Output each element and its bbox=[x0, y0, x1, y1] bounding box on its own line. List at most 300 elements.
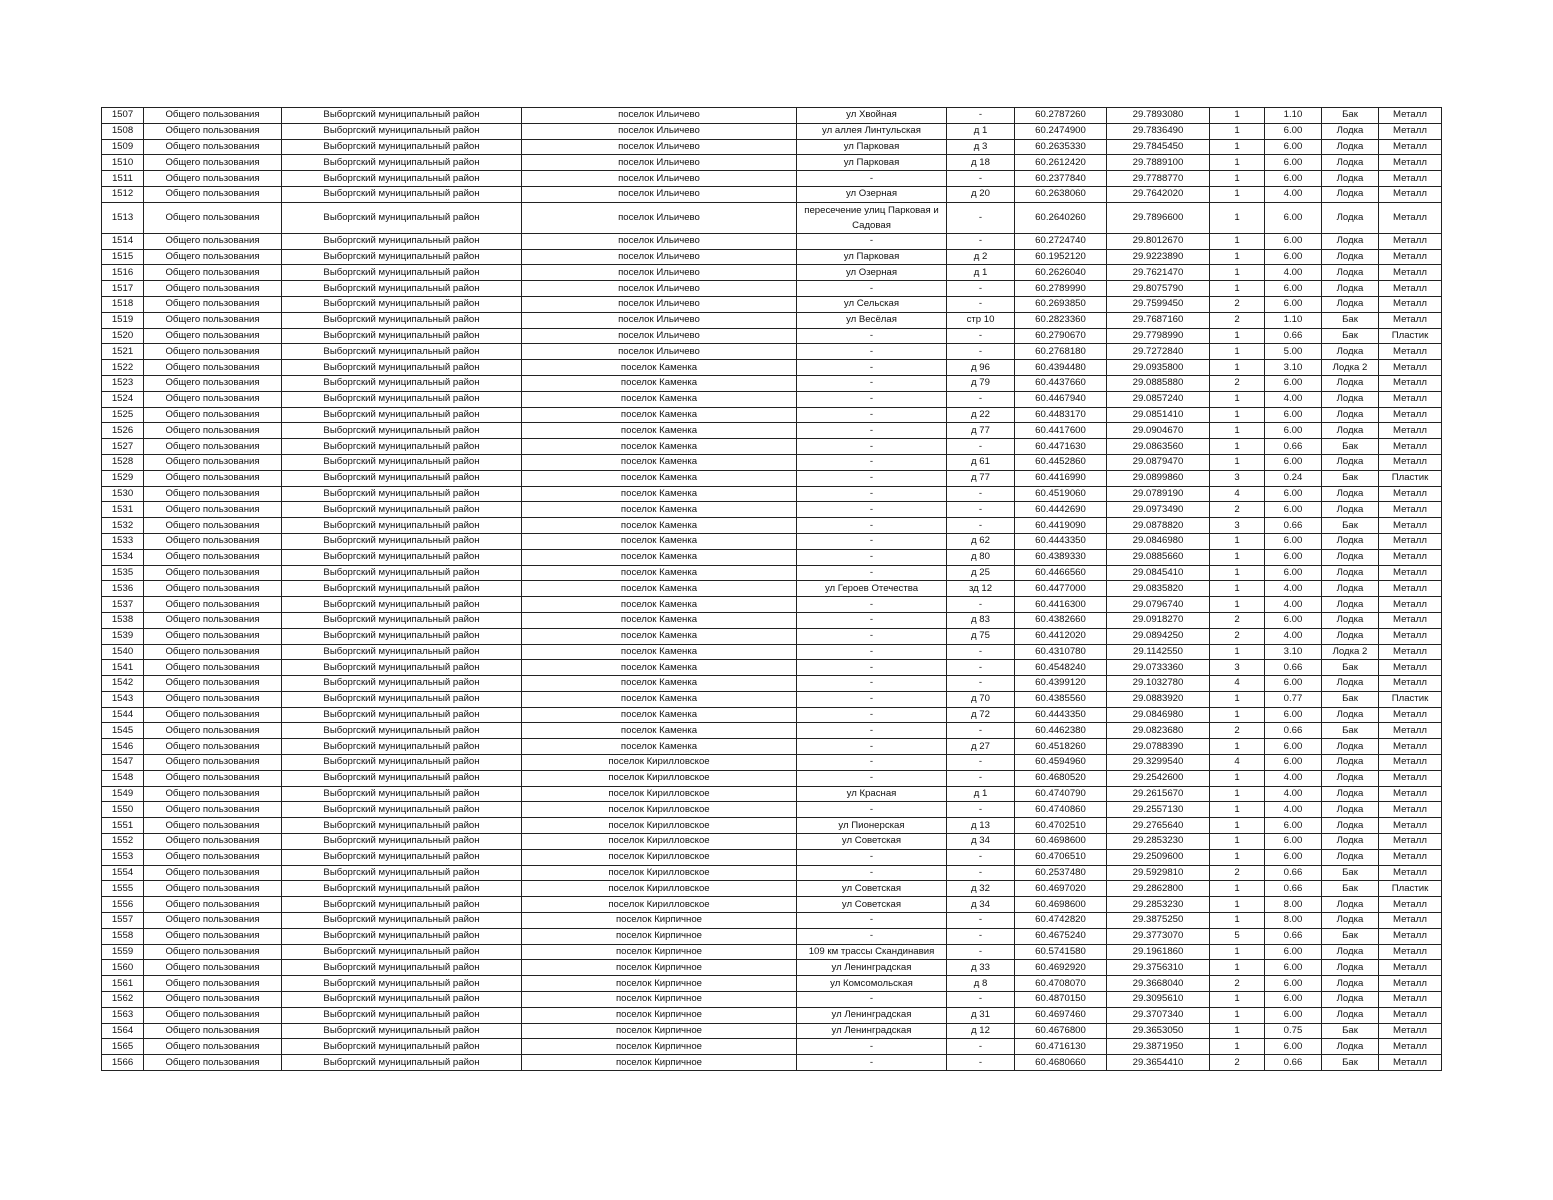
cell-street: - bbox=[797, 1039, 947, 1055]
cell-district: Выборгский муниципальный район bbox=[282, 1007, 522, 1023]
cell-volume: 4.00 bbox=[1265, 581, 1322, 597]
data-table bbox=[101, 107, 1442, 1071]
cell-count: 2 bbox=[1210, 612, 1265, 628]
cell-settlement: поселок Каменка bbox=[522, 612, 797, 628]
cell-container-type: Бак bbox=[1322, 470, 1379, 486]
cell-district: Выборгский муниципальный район bbox=[282, 739, 522, 755]
cell-longitude: 29.7687160 bbox=[1107, 312, 1210, 328]
cell-volume: 6.00 bbox=[1265, 139, 1322, 155]
cell-volume: 0.66 bbox=[1265, 328, 1322, 344]
cell-latitude: 60.2724740 bbox=[1015, 233, 1107, 249]
cell-number: 1515 bbox=[102, 249, 144, 265]
cell-number: 1545 bbox=[102, 723, 144, 739]
cell-volume: 4.00 bbox=[1265, 786, 1322, 802]
cell-street: - bbox=[797, 723, 947, 739]
table-row bbox=[102, 375, 1442, 391]
cell-street: - bbox=[797, 549, 947, 565]
cell-count: 3 bbox=[1210, 660, 1265, 676]
cell-latitude: 60.2474900 bbox=[1015, 123, 1107, 139]
cell-usage: Общего пользования bbox=[144, 360, 282, 376]
cell-settlement: поселок Каменка bbox=[522, 391, 797, 407]
cell-settlement: поселок Каменка bbox=[522, 628, 797, 644]
cell-district: Выборгский муниципальный район bbox=[282, 881, 522, 897]
cell-container-type: Лодка bbox=[1322, 186, 1379, 202]
cell-material: Металл bbox=[1379, 676, 1442, 692]
cell-container-type: Лодка bbox=[1322, 786, 1379, 802]
cell-usage: Общего пользования bbox=[144, 897, 282, 913]
cell-volume: 8.00 bbox=[1265, 913, 1322, 929]
cell-street: - bbox=[797, 707, 947, 723]
cell-number: 1507 bbox=[102, 108, 144, 124]
cell-number: 1535 bbox=[102, 565, 144, 581]
cell-count: 5 bbox=[1210, 928, 1265, 944]
cell-number: 1550 bbox=[102, 802, 144, 818]
cell-settlement: поселок Ильичево bbox=[522, 108, 797, 124]
cell-volume: 6.00 bbox=[1265, 533, 1322, 549]
cell-settlement: поселок Каменка bbox=[522, 644, 797, 660]
cell-longitude: 29.0904670 bbox=[1107, 423, 1210, 439]
cell-count: 3 bbox=[1210, 470, 1265, 486]
cell-usage: Общего пользования bbox=[144, 865, 282, 881]
cell-container-type: Лодка bbox=[1322, 533, 1379, 549]
cell-house: д 1 bbox=[947, 123, 1015, 139]
cell-usage: Общего пользования bbox=[144, 628, 282, 644]
table-row bbox=[102, 123, 1442, 139]
cell-container-type: Лодка bbox=[1322, 944, 1379, 960]
cell-container-type: Бак bbox=[1322, 1023, 1379, 1039]
cell-street: - bbox=[797, 865, 947, 881]
cell-count: 2 bbox=[1210, 375, 1265, 391]
cell-settlement: поселок Каменка bbox=[522, 533, 797, 549]
cell-street: ул Ленинградская bbox=[797, 960, 947, 976]
cell-street: - bbox=[797, 344, 947, 360]
cell-latitude: 60.2638060 bbox=[1015, 186, 1107, 202]
cell-settlement: поселок Каменка bbox=[522, 549, 797, 565]
cell-latitude: 60.4443350 bbox=[1015, 707, 1107, 723]
cell-street: - bbox=[797, 423, 947, 439]
cell-volume: 0.66 bbox=[1265, 660, 1322, 676]
cell-latitude: 60.4870150 bbox=[1015, 992, 1107, 1008]
cell-volume: 3.10 bbox=[1265, 360, 1322, 376]
cell-longitude: 29.0885880 bbox=[1107, 375, 1210, 391]
cell-container-type: Лодка bbox=[1322, 913, 1379, 929]
cell-number: 1543 bbox=[102, 691, 144, 707]
cell-house: д 8 bbox=[947, 976, 1015, 992]
cell-volume: 6.00 bbox=[1265, 992, 1322, 1008]
cell-usage: Общего пользования bbox=[144, 644, 282, 660]
cell-settlement: поселок Кирпичное bbox=[522, 913, 797, 929]
cell-container-type: Бак bbox=[1322, 928, 1379, 944]
cell-latitude: 60.4437660 bbox=[1015, 375, 1107, 391]
cell-count: 1 bbox=[1210, 281, 1265, 297]
cell-volume: 0.66 bbox=[1265, 723, 1322, 739]
cell-longitude: 29.7599450 bbox=[1107, 296, 1210, 312]
cell-number: 1538 bbox=[102, 612, 144, 628]
cell-usage: Общего пользования bbox=[144, 928, 282, 944]
cell-settlement: поселок Ильичево bbox=[522, 344, 797, 360]
cell-street: - bbox=[797, 992, 947, 1008]
cell-count: 1 bbox=[1210, 391, 1265, 407]
cell-number: 1533 bbox=[102, 533, 144, 549]
cell-district: Выборгский муниципальный район bbox=[282, 518, 522, 534]
cell-usage: Общего пользования bbox=[144, 723, 282, 739]
cell-district: Выборгский муниципальный район bbox=[282, 865, 522, 881]
cell-volume: 1.10 bbox=[1265, 108, 1322, 124]
cell-count: 1 bbox=[1210, 454, 1265, 470]
cell-street: - bbox=[797, 454, 947, 470]
cell-number: 1537 bbox=[102, 597, 144, 613]
cell-street: ул Советская bbox=[797, 834, 947, 850]
cell-material: Пластик bbox=[1379, 328, 1442, 344]
cell-count: 1 bbox=[1210, 597, 1265, 613]
cell-number: 1511 bbox=[102, 171, 144, 187]
cell-house: д 62 bbox=[947, 533, 1015, 549]
cell-material: Металл bbox=[1379, 123, 1442, 139]
cell-settlement: поселок Каменка bbox=[522, 565, 797, 581]
cell-usage: Общего пользования bbox=[144, 849, 282, 865]
cell-volume: 8.00 bbox=[1265, 897, 1322, 913]
cell-house: - bbox=[947, 202, 1015, 233]
cell-settlement: поселок Кирпичное bbox=[522, 992, 797, 1008]
cell-longitude: 29.0788390 bbox=[1107, 739, 1210, 755]
cell-street: ул Озерная bbox=[797, 186, 947, 202]
table-row bbox=[102, 944, 1442, 960]
table-row bbox=[102, 612, 1442, 628]
cell-settlement: поселок Ильичево bbox=[522, 328, 797, 344]
cell-volume: 0.66 bbox=[1265, 1055, 1322, 1071]
cell-district: Выборгский муниципальный район bbox=[282, 976, 522, 992]
cell-street: - bbox=[797, 439, 947, 455]
cell-house: д 22 bbox=[947, 407, 1015, 423]
cell-container-type: Лодка bbox=[1322, 123, 1379, 139]
cell-settlement: поселок Каменка bbox=[522, 407, 797, 423]
cell-street: - bbox=[797, 281, 947, 297]
cell-district: Выборгский муниципальный район bbox=[282, 328, 522, 344]
cell-usage: Общего пользования bbox=[144, 155, 282, 171]
table-row bbox=[102, 108, 1442, 124]
cell-house: д 77 bbox=[947, 423, 1015, 439]
cell-material: Металл bbox=[1379, 265, 1442, 281]
cell-container-type: Бак bbox=[1322, 328, 1379, 344]
cell-longitude: 29.3095610 bbox=[1107, 992, 1210, 1008]
cell-longitude: 29.3773070 bbox=[1107, 928, 1210, 944]
cell-latitude: 60.4467940 bbox=[1015, 391, 1107, 407]
cell-latitude: 60.4740860 bbox=[1015, 802, 1107, 818]
cell-settlement: поселок Каменка bbox=[522, 518, 797, 534]
cell-volume: 4.00 bbox=[1265, 597, 1322, 613]
cell-street: - bbox=[797, 612, 947, 628]
cell-count: 2 bbox=[1210, 976, 1265, 992]
cell-longitude: 29.0846980 bbox=[1107, 707, 1210, 723]
cell-material: Металл bbox=[1379, 549, 1442, 565]
cell-district: Выборгский муниципальный район bbox=[282, 108, 522, 124]
cell-usage: Общего пользования bbox=[144, 770, 282, 786]
cell-latitude: 60.2537480 bbox=[1015, 865, 1107, 881]
cell-latitude: 60.2823360 bbox=[1015, 312, 1107, 328]
cell-volume: 5.00 bbox=[1265, 344, 1322, 360]
cell-latitude: 60.4697020 bbox=[1015, 881, 1107, 897]
table-row bbox=[102, 865, 1442, 881]
cell-container-type: Лодка bbox=[1322, 739, 1379, 755]
cell-latitude: 60.2790670 bbox=[1015, 328, 1107, 344]
table-row bbox=[102, 171, 1442, 187]
cell-house: - bbox=[947, 597, 1015, 613]
cell-street: - bbox=[797, 928, 947, 944]
cell-street: - bbox=[797, 770, 947, 786]
cell-material: Металл bbox=[1379, 1039, 1442, 1055]
cell-settlement: поселок Кирилловское bbox=[522, 865, 797, 881]
cell-material: Металл bbox=[1379, 1023, 1442, 1039]
cell-house: д 25 bbox=[947, 565, 1015, 581]
cell-street: - bbox=[797, 328, 947, 344]
cell-house: д 79 bbox=[947, 375, 1015, 391]
cell-house: д 1 bbox=[947, 265, 1015, 281]
cell-count: 1 bbox=[1210, 818, 1265, 834]
cell-latitude: 60.2693850 bbox=[1015, 296, 1107, 312]
cell-house: - bbox=[947, 1055, 1015, 1071]
cell-material: Металл bbox=[1379, 802, 1442, 818]
cell-number: 1517 bbox=[102, 281, 144, 297]
cell-container-type: Лодка bbox=[1322, 755, 1379, 771]
cell-material: Металл bbox=[1379, 628, 1442, 644]
cell-container-type: Лодка bbox=[1322, 344, 1379, 360]
cell-usage: Общего пользования bbox=[144, 1023, 282, 1039]
cell-container-type: Лодка bbox=[1322, 849, 1379, 865]
cell-street: - bbox=[797, 470, 947, 486]
cell-count: 1 bbox=[1210, 423, 1265, 439]
cell-longitude: 29.0733360 bbox=[1107, 660, 1210, 676]
cell-street: - bbox=[797, 849, 947, 865]
cell-usage: Общего пользования bbox=[144, 802, 282, 818]
cell-count: 1 bbox=[1210, 770, 1265, 786]
cell-material: Металл bbox=[1379, 960, 1442, 976]
cell-house: - bbox=[947, 865, 1015, 881]
cell-district: Выборгский муниципальный район bbox=[282, 1023, 522, 1039]
cell-latitude: 60.4483170 bbox=[1015, 407, 1107, 423]
cell-count: 1 bbox=[1210, 1007, 1265, 1023]
cell-latitude: 60.4466560 bbox=[1015, 565, 1107, 581]
cell-latitude: 60.5741580 bbox=[1015, 944, 1107, 960]
cell-house: - bbox=[947, 802, 1015, 818]
cell-material: Металл bbox=[1379, 407, 1442, 423]
cell-street: - bbox=[797, 565, 947, 581]
cell-longitude: 29.0851410 bbox=[1107, 407, 1210, 423]
cell-container-type: Бак bbox=[1322, 660, 1379, 676]
cell-volume: 6.00 bbox=[1265, 171, 1322, 187]
cell-longitude: 29.1032780 bbox=[1107, 676, 1210, 692]
cell-container-type: Лодка bbox=[1322, 202, 1379, 233]
cell-street: - bbox=[797, 533, 947, 549]
cell-usage: Общего пользования bbox=[144, 691, 282, 707]
cell-volume: 4.00 bbox=[1265, 391, 1322, 407]
table-row bbox=[102, 628, 1442, 644]
cell-volume: 6.00 bbox=[1265, 834, 1322, 850]
cell-settlement: поселок Кирилловское bbox=[522, 897, 797, 913]
cell-material: Металл bbox=[1379, 391, 1442, 407]
cell-volume: 6.00 bbox=[1265, 281, 1322, 297]
cell-longitude: 29.2765640 bbox=[1107, 818, 1210, 834]
cell-district: Выборгский муниципальный район bbox=[282, 155, 522, 171]
cell-material: Металл bbox=[1379, 928, 1442, 944]
cell-latitude: 60.4692920 bbox=[1015, 960, 1107, 976]
cell-container-type: Бак bbox=[1322, 691, 1379, 707]
cell-container-type: Лодка bbox=[1322, 597, 1379, 613]
cell-material: Металл bbox=[1379, 849, 1442, 865]
cell-longitude: 29.0835820 bbox=[1107, 581, 1210, 597]
cell-house: д 2 bbox=[947, 249, 1015, 265]
cell-volume: 6.00 bbox=[1265, 1039, 1322, 1055]
cell-latitude: 60.4443350 bbox=[1015, 533, 1107, 549]
cell-number: 1558 bbox=[102, 928, 144, 944]
cell-number: 1532 bbox=[102, 518, 144, 534]
cell-usage: Общего пользования bbox=[144, 344, 282, 360]
cell-volume: 6.00 bbox=[1265, 407, 1322, 423]
cell-count: 1 bbox=[1210, 944, 1265, 960]
cell-house: - bbox=[947, 755, 1015, 771]
cell-usage: Общего пользования bbox=[144, 992, 282, 1008]
cell-longitude: 29.2615670 bbox=[1107, 786, 1210, 802]
cell-number: 1527 bbox=[102, 439, 144, 455]
cell-number: 1554 bbox=[102, 865, 144, 881]
cell-latitude: 60.4519060 bbox=[1015, 486, 1107, 502]
cell-longitude: 29.8075790 bbox=[1107, 281, 1210, 297]
cell-settlement: поселок Каменка bbox=[522, 375, 797, 391]
cell-count: 1 bbox=[1210, 992, 1265, 1008]
cell-district: Выборгский муниципальный район bbox=[282, 802, 522, 818]
cell-settlement: поселок Кирпичное bbox=[522, 976, 797, 992]
cell-settlement: поселок Ильичево bbox=[522, 281, 797, 297]
cell-container-type: Лодка bbox=[1322, 375, 1379, 391]
cell-district: Выборгский муниципальный район bbox=[282, 502, 522, 518]
cell-usage: Общего пользования bbox=[144, 913, 282, 929]
cell-usage: Общего пользования bbox=[144, 881, 282, 897]
cell-volume: 0.66 bbox=[1265, 928, 1322, 944]
cell-settlement: поселок Кирпичное bbox=[522, 928, 797, 944]
cell-latitude: 60.4389330 bbox=[1015, 549, 1107, 565]
cell-latitude: 60.4416990 bbox=[1015, 470, 1107, 486]
cell-house: д 61 bbox=[947, 454, 1015, 470]
cell-material: Металл bbox=[1379, 502, 1442, 518]
cell-volume: 6.00 bbox=[1265, 249, 1322, 265]
cell-district: Выборгский муниципальный район bbox=[282, 834, 522, 850]
cell-usage: Общего пользования bbox=[144, 739, 282, 755]
cell-settlement: поселок Каменка bbox=[522, 676, 797, 692]
cell-street: - bbox=[797, 676, 947, 692]
cell-latitude: 60.2789990 bbox=[1015, 281, 1107, 297]
cell-usage: Общего пользования bbox=[144, 518, 282, 534]
cell-street: - bbox=[797, 691, 947, 707]
cell-usage: Общего пользования bbox=[144, 391, 282, 407]
cell-container-type: Лодка bbox=[1322, 1007, 1379, 1023]
cell-volume: 4.00 bbox=[1265, 186, 1322, 202]
cell-material: Металл bbox=[1379, 818, 1442, 834]
cell-count: 1 bbox=[1210, 786, 1265, 802]
table-row bbox=[102, 549, 1442, 565]
cell-volume: 6.00 bbox=[1265, 818, 1322, 834]
cell-usage: Общего пользования bbox=[144, 660, 282, 676]
cell-district: Выборгский муниципальный район bbox=[282, 928, 522, 944]
cell-container-type: Лодка bbox=[1322, 628, 1379, 644]
cell-house: д 34 bbox=[947, 834, 1015, 850]
cell-count: 1 bbox=[1210, 707, 1265, 723]
table-row bbox=[102, 281, 1442, 297]
cell-longitude: 29.0857240 bbox=[1107, 391, 1210, 407]
table-row bbox=[102, 1007, 1442, 1023]
cell-material: Металл bbox=[1379, 913, 1442, 929]
cell-longitude: 29.2509600 bbox=[1107, 849, 1210, 865]
cell-count: 1 bbox=[1210, 155, 1265, 171]
cell-district: Выборгский муниципальный район bbox=[282, 1055, 522, 1071]
cell-count: 1 bbox=[1210, 344, 1265, 360]
cell-settlement: поселок Каменка bbox=[522, 439, 797, 455]
cell-usage: Общего пользования bbox=[144, 1039, 282, 1055]
cell-usage: Общего пользования bbox=[144, 1055, 282, 1071]
table-row bbox=[102, 470, 1442, 486]
cell-settlement: поселок Кирпичное bbox=[522, 944, 797, 960]
cell-number: 1518 bbox=[102, 296, 144, 312]
cell-street: - bbox=[797, 375, 947, 391]
cell-number: 1519 bbox=[102, 312, 144, 328]
table-row bbox=[102, 849, 1442, 865]
cell-volume: 6.00 bbox=[1265, 960, 1322, 976]
cell-usage: Общего пользования bbox=[144, 202, 282, 233]
cell-longitude: 29.7798990 bbox=[1107, 328, 1210, 344]
cell-street: ул Советская bbox=[797, 897, 947, 913]
cell-material: Металл bbox=[1379, 707, 1442, 723]
cell-settlement: поселок Каменка bbox=[522, 660, 797, 676]
cell-settlement: поселок Кирилловское bbox=[522, 834, 797, 850]
cell-district: Выборгский муниципальный район bbox=[282, 423, 522, 439]
cell-latitude: 60.4675240 bbox=[1015, 928, 1107, 944]
cell-count: 1 bbox=[1210, 1023, 1265, 1039]
cell-volume: 6.00 bbox=[1265, 944, 1322, 960]
cell-house: - bbox=[947, 1039, 1015, 1055]
cell-district: Выборгский муниципальный район bbox=[282, 391, 522, 407]
cell-number: 1509 bbox=[102, 139, 144, 155]
table-row bbox=[102, 186, 1442, 202]
cell-material: Пластик bbox=[1379, 881, 1442, 897]
cell-usage: Общего пользования bbox=[144, 439, 282, 455]
cell-latitude: 60.4548240 bbox=[1015, 660, 1107, 676]
cell-container-type: Лодка 2 bbox=[1322, 644, 1379, 660]
cell-material: Металл bbox=[1379, 486, 1442, 502]
cell-house: д 18 bbox=[947, 155, 1015, 171]
table-row bbox=[102, 644, 1442, 660]
table-row bbox=[102, 439, 1442, 455]
cell-house: - bbox=[947, 913, 1015, 929]
table-row bbox=[102, 486, 1442, 502]
cell-count: 2 bbox=[1210, 502, 1265, 518]
table-row bbox=[102, 502, 1442, 518]
cell-house: д 12 bbox=[947, 1023, 1015, 1039]
cell-district: Выборгский муниципальный район bbox=[282, 992, 522, 1008]
cell-longitude: 29.1142550 bbox=[1107, 644, 1210, 660]
cell-district: Выборгский муниципальный район bbox=[282, 770, 522, 786]
cell-number: 1556 bbox=[102, 897, 144, 913]
cell-volume: 0.66 bbox=[1265, 518, 1322, 534]
cell-settlement: поселок Кирилловское bbox=[522, 802, 797, 818]
cell-district: Выборгский муниципальный район bbox=[282, 344, 522, 360]
cell-container-type: Лодка bbox=[1322, 897, 1379, 913]
cell-usage: Общего пользования bbox=[144, 581, 282, 597]
cell-house: зд 12 bbox=[947, 581, 1015, 597]
cell-count: 1 bbox=[1210, 691, 1265, 707]
cell-container-type: Лодка bbox=[1322, 612, 1379, 628]
cell-longitude: 29.9223890 bbox=[1107, 249, 1210, 265]
cell-count: 1 bbox=[1210, 439, 1265, 455]
cell-house: - bbox=[947, 849, 1015, 865]
cell-latitude: 60.4706510 bbox=[1015, 849, 1107, 865]
